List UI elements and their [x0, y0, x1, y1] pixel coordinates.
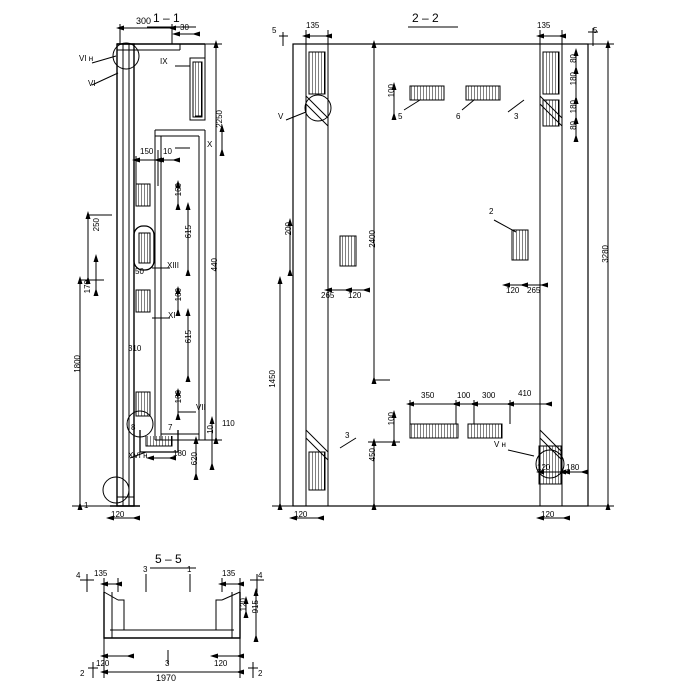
dim-620: 620 [190, 452, 199, 466]
dim-120-sec-right: 120 [214, 659, 228, 668]
dim-2400: 2400 [368, 230, 377, 248]
mark-3-sec-bottom: 3 [165, 659, 170, 668]
mark-1-sec: 1 [187, 565, 192, 574]
view-title-2-2: 2 – 2 [412, 11, 439, 25]
dim-80a: 80 [569, 54, 578, 63]
dim-160c: 160 [174, 390, 183, 404]
dim-10a: 10 [163, 147, 172, 156]
dim-915: 915 [251, 600, 260, 614]
mark-XI: XI [168, 311, 176, 320]
dim-135-right: 135 [537, 21, 551, 30]
dim-250: 250 [92, 218, 101, 232]
mark-2: 2 [489, 207, 494, 216]
mark-2-right: 2 [258, 669, 263, 678]
dim-50: 50 [135, 267, 144, 276]
dim-615b: 615 [184, 330, 193, 344]
dim-180: 180 [173, 449, 187, 458]
mark-VI: 1 [84, 501, 89, 510]
dim-135-left-5: 135 [94, 569, 108, 578]
dim-1450: 1450 [268, 370, 277, 388]
dim-160a: 160 [174, 183, 183, 197]
dim-100b: 100 [457, 391, 471, 400]
mark-2-left: 2 [80, 669, 85, 678]
mark-X: X [207, 140, 213, 149]
dim-410: 410 [518, 389, 532, 398]
mark-5-top-left: 5 [272, 26, 277, 35]
dim-265b: 265 [527, 286, 541, 295]
dim-615a: 615 [184, 225, 193, 239]
mark-6: 6 [456, 112, 461, 121]
mark-5-inner: 5 [398, 112, 403, 121]
dim-160b: 160 [174, 288, 183, 302]
dim-180a: 180 [569, 72, 578, 86]
dim-180c: 180 [566, 463, 580, 472]
mark-1: VI [88, 79, 96, 88]
dim-300: 300 [482, 391, 496, 400]
mark-XIII: XIII [167, 261, 180, 270]
dim-3280: 3280 [601, 245, 610, 263]
dim-120-sec: 120 [239, 598, 248, 612]
dim-120c: 120 [537, 463, 551, 472]
mark-IX: IX [160, 57, 168, 66]
dim-300: 300 [136, 16, 152, 26]
dim-120-sec-left: 120 [96, 659, 110, 668]
mark-7: 7 [168, 423, 173, 432]
dim-135-right-5: 135 [222, 569, 236, 578]
mark-3-top: 3 [514, 112, 519, 121]
dim-350: 350 [421, 391, 435, 400]
dim-265a: 265 [321, 291, 335, 300]
dim-120-bottom-left: 120 [294, 510, 308, 519]
dim-80b: 80 [569, 121, 578, 130]
mark-XVI-n: XVI н [128, 451, 148, 460]
mark-8: 8 [131, 423, 136, 432]
dim-30-top: 30 [180, 23, 189, 32]
view-title-1-1: 1 – 1 [153, 11, 180, 25]
dim-135-left: 135 [306, 21, 320, 30]
dim-1970: 1970 [156, 673, 177, 683]
dim-200: 200 [284, 222, 293, 236]
mark-5-top-right: 5 [593, 26, 598, 35]
dim-450: 450 [368, 448, 377, 462]
dim-180b: 180 [569, 100, 578, 114]
dim-120b: 120 [506, 286, 520, 295]
mark-3-sec: 3 [143, 565, 148, 574]
dim-150: 150 [140, 147, 154, 156]
dim-120-bottom-right: 120 [541, 510, 555, 519]
dim-1800: 1800 [73, 355, 82, 373]
dim-120a: 120 [348, 291, 362, 300]
dim-10b: 110 [222, 419, 235, 428]
view-title-5-5: 5 – 5 [155, 552, 182, 566]
mark-3-bottom: 3 [345, 431, 350, 440]
dim-170: 170 [83, 280, 92, 294]
dim-2250: 440 [210, 258, 219, 272]
mark-4-right: 4 [258, 571, 263, 580]
dim-120-bottom: 120 [111, 510, 125, 519]
mark-V: V [278, 112, 284, 121]
dim-100a: 100 [387, 84, 396, 98]
dim-110: 2250 [215, 110, 224, 128]
mark-V-n: V н [494, 440, 506, 449]
dim-100c: 100 [387, 412, 396, 426]
mark-4-left: 4 [76, 571, 81, 580]
mark-VI-n: VI н [79, 54, 94, 63]
mark-VII: VII [196, 403, 206, 412]
dim-310: 310 [128, 344, 142, 353]
dim-440: 10 [206, 425, 215, 434]
